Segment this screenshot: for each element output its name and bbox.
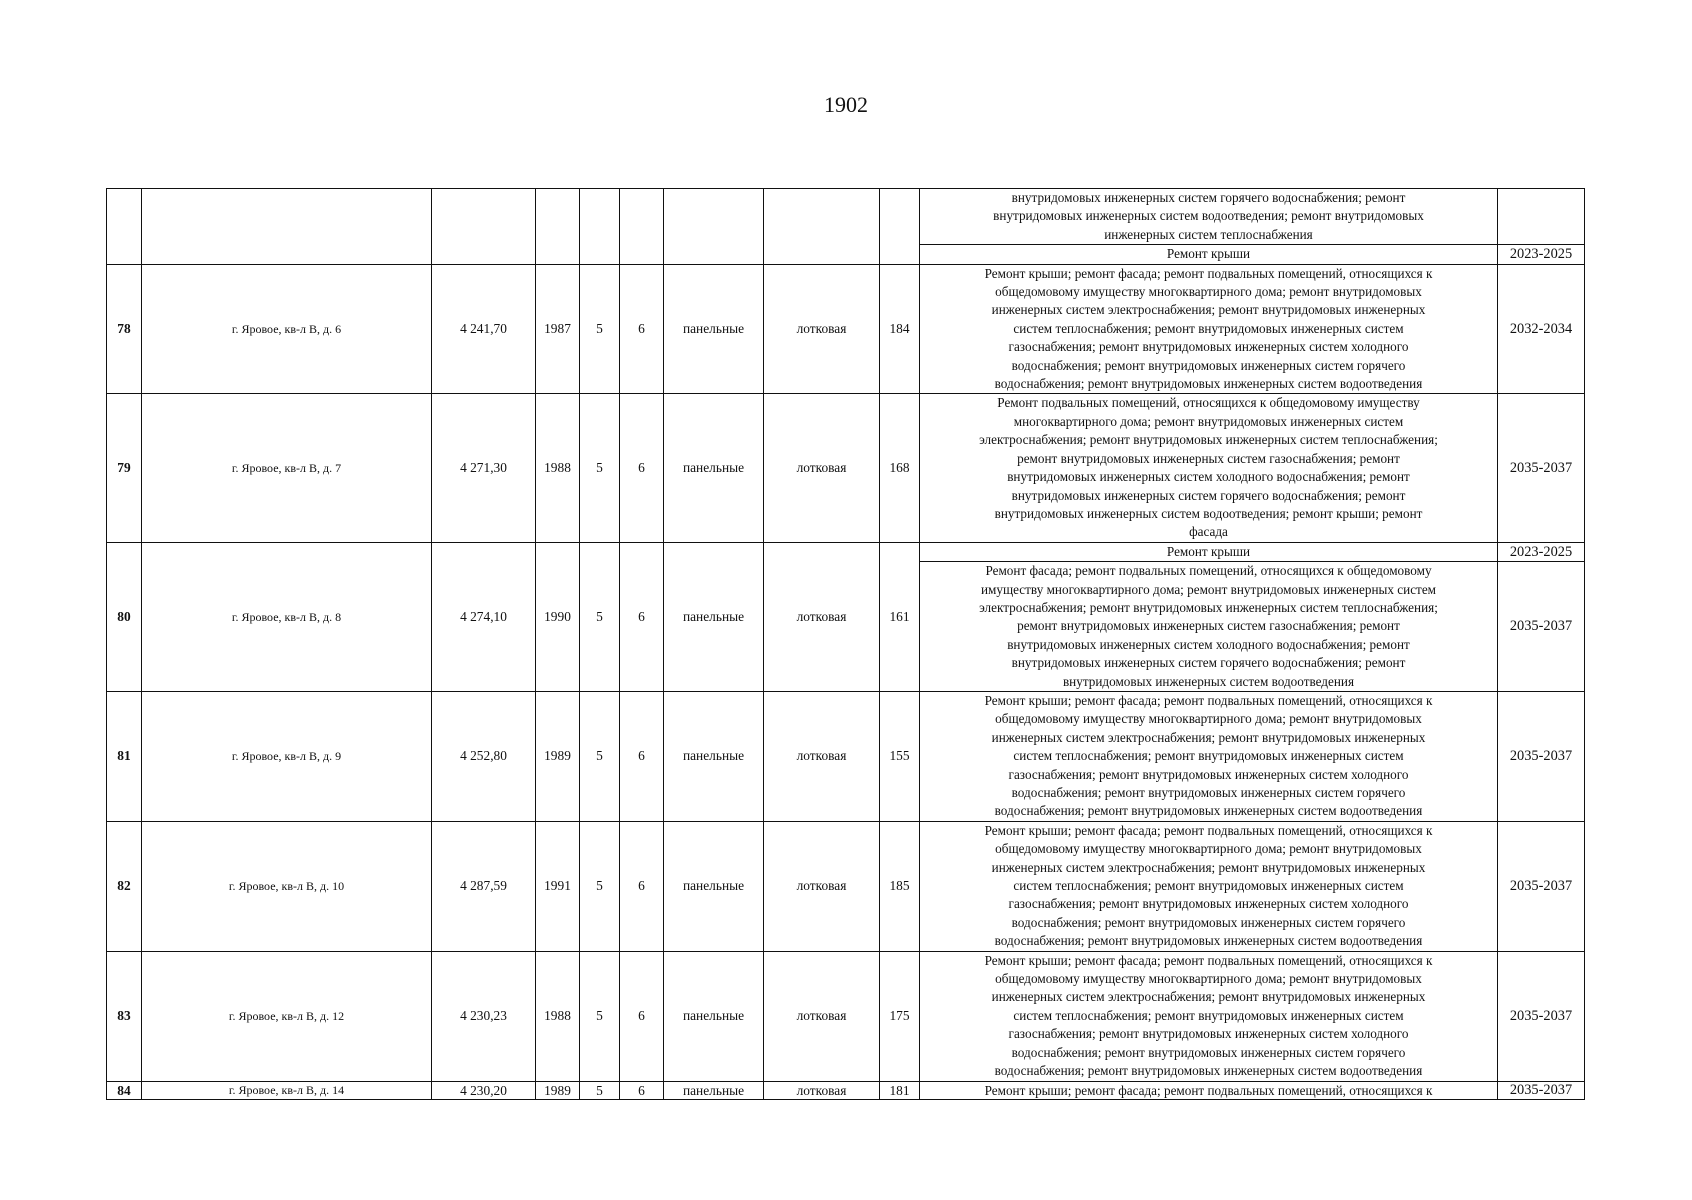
cell-roof [764, 189, 880, 265]
cell-floors: 5 [580, 394, 620, 542]
cell-area: 4 287,59 [432, 821, 536, 951]
cell-entrances: 6 [620, 394, 664, 542]
cell-roof: лотковая [764, 1081, 880, 1099]
cell-area: 4 230,20 [432, 1081, 536, 1099]
works-line: водоснабжения; ремонт внутридомовых инженерных систем водоотведения [994, 803, 1423, 819]
cell-num: 78 [107, 264, 142, 394]
cell-entrances: 6 [620, 951, 664, 1081]
cell-area: 4 274,10 [432, 542, 536, 691]
cell-num: 79 [107, 394, 142, 542]
cell-year [536, 189, 580, 265]
works-line: систем теплоснабжения; ремонт внутридомовых инженерных систем [1013, 320, 1404, 336]
works-line: Ремонт крыши; ремонт фасада; ремонт подвальных помещений, относящихся к [984, 265, 1433, 281]
cell-floors: 5 [580, 542, 620, 691]
works-line: электроснабжения; ремонт внутридомовых инженерных систем теплоснабжения; [979, 599, 1438, 615]
works-line: общедомовому имуществу многоквартирного дома; ремонт внутридомовых [995, 711, 1422, 727]
table-row [107, 394, 1585, 542]
works-line: фасада [1189, 524, 1228, 540]
cell-term: 2032-2034 [1498, 264, 1585, 394]
cell-walls: панельные [664, 542, 764, 691]
works-line: внутридомовых инженерных систем горячего водоснабжения; ремонт [1011, 655, 1406, 671]
cell-term [1498, 189, 1585, 245]
cell-residents: 168 [880, 394, 920, 542]
cell-floors: 5 [580, 264, 620, 394]
cell-works [920, 189, 1498, 245]
works-line: систем теплоснабжения; ремонт внутридомовых инженерных систем [1013, 1007, 1404, 1023]
table-row [107, 821, 1585, 951]
cell-year: 1987 [536, 264, 580, 394]
cell-address [142, 189, 432, 265]
housing-repair-table [106, 188, 1585, 1100]
table-row [107, 1081, 1585, 1099]
works-line: систем теплоснабжения; ремонт внутридомовых инженерных систем [1013, 748, 1404, 764]
works-line: инженерных систем электроснабжения; ремонт внутридомовых инженерных [991, 989, 1426, 1005]
works-line: имуществу многоквартирного дома; ремонт внутридомовых инженерных систем [980, 581, 1437, 597]
works-line: газоснабжения; ремонт внутридомовых инженерных систем холодного [1008, 1026, 1409, 1042]
works-line: Ремонт фасада; ремонт подвальных помещений, относящихся к общедомовому [985, 563, 1432, 579]
cell-num: 84 [107, 1081, 142, 1099]
cell-walls: панельные [664, 951, 764, 1081]
cell-entrances: 6 [620, 691, 664, 821]
works-line: внутридомовых инженерных систем водоотведения; ремонт крыши; ремонт [994, 505, 1423, 521]
cell-year: 1989 [536, 691, 580, 821]
works-line: Ремонт крыши; ремонт фасада; ремонт подвальных помещений, относящихся к [984, 952, 1433, 968]
cell-entrances: 6 [620, 264, 664, 394]
cell-roof: лотковая [764, 542, 880, 691]
works-line: водоснабжения; ремонт внутридомовых инженерных систем горячего [1011, 785, 1406, 800]
works-line: систем теплоснабжения; ремонт внутридомовых инженерных систем [1013, 878, 1404, 894]
cell-works [920, 951, 1498, 1081]
table-row [107, 264, 1585, 394]
cell-area: 4 241,70 [432, 264, 536, 394]
works-line: инженерных систем электроснабжения; ремонт внутридомовых инженерных [991, 859, 1426, 875]
cell-works: Ремонт крыши [920, 245, 1498, 264]
cell-num: 83 [107, 951, 142, 1081]
works-line: внутридомовых инженерных систем водоотведения [1062, 673, 1355, 689]
works-line: внутридомовых инженерных систем горячего водоснабжения; ремонт [1011, 190, 1406, 205]
cell-residents: 184 [880, 264, 920, 394]
cell-roof: лотковая [764, 394, 880, 542]
works-line: Ремонт крыши; ремонт фасада; ремонт подвальных помещений, относящихся к [984, 692, 1433, 708]
cell-term: 2035-2037 [1498, 691, 1585, 821]
cell-term: 2023-2025 [1498, 245, 1585, 264]
cell-works [920, 562, 1498, 692]
table-row [107, 542, 1585, 561]
cell-address: г. Яровое, кв-л В, д. 7 [142, 394, 432, 542]
works-line: внутридомовых инженерных систем холодного водоснабжения; ремонт [1007, 636, 1410, 652]
cell-works [920, 264, 1498, 394]
works-line: электроснабжения; ремонт внутридомовых инженерных систем теплоснабжения; [979, 432, 1438, 448]
cell-year: 1988 [536, 394, 580, 542]
cell-roof: лотковая [764, 691, 880, 821]
cell-walls [664, 189, 764, 265]
table-row [107, 691, 1585, 821]
cell-area: 4 252,80 [432, 691, 536, 821]
works-line: многоквартирного дома; ремонт внутридомовых инженерных систем [1013, 413, 1404, 429]
cell-floors: 5 [580, 821, 620, 951]
cell-roof: лотковая [764, 951, 880, 1081]
works-line: водоснабжения; ремонт внутридомовых инженерных систем водоотведения [994, 933, 1423, 949]
cell-entrances [620, 189, 664, 265]
cell-walls: панельные [664, 821, 764, 951]
cell-num: 82 [107, 821, 142, 951]
works-line: водоснабжения; ремонт внутридомовых инженерных систем водоотведения [994, 376, 1423, 392]
works-line: ремонт внутридомовых инженерных систем газоснабжения; ремонт [1017, 618, 1400, 634]
continuation-row [107, 189, 1585, 245]
cell-works [920, 691, 1498, 821]
cell-address: г. Яровое, кв-л В, д. 8 [142, 542, 432, 691]
cell-address: г. Яровое, кв-л В, д. 14 [142, 1081, 432, 1099]
cell-works [920, 394, 1498, 542]
cell-address: г. Яровое, кв-л В, д. 9 [142, 691, 432, 821]
cell-roof: лотковая [764, 821, 880, 951]
cell-address: г. Яровое, кв-л В, д. 10 [142, 821, 432, 951]
cell-area: 4 230,23 [432, 951, 536, 1081]
page-number: 1902 [824, 92, 868, 117]
cell-floors [580, 189, 620, 265]
cell-works: Ремонт крыши [920, 542, 1498, 561]
cell-address: г. Яровое, кв-л В, д. 6 [142, 264, 432, 394]
cell-residents: 175 [880, 951, 920, 1081]
table-body [107, 189, 1585, 1100]
cell-residents: 161 [880, 542, 920, 691]
cell-term: 2035-2037 [1498, 394, 1585, 542]
works-line: внутридомовых инженерных систем холодного водоснабжения; ремонт [1007, 469, 1410, 485]
works-line: водоснабжения; ремонт внутридомовых инженерных систем горячего [1011, 357, 1406, 373]
cell-entrances: 6 [620, 821, 664, 951]
cell-term: 2035-2037 [1498, 562, 1585, 692]
works-line: газоснабжения; ремонт внутридомовых инженерных систем холодного [1008, 766, 1409, 782]
works-line: Ремонт крыши; ремонт фасада; ремонт подвальных помещений, относящихся к [984, 822, 1433, 838]
cell-num: 81 [107, 691, 142, 821]
cell-entrances: 6 [620, 1081, 664, 1099]
works-line: инженерных систем электроснабжения; ремонт внутридомовых инженерных [991, 302, 1426, 318]
cell-floors: 5 [580, 691, 620, 821]
cell-num [107, 189, 142, 265]
cell-term: 2035-2037 [1498, 821, 1585, 951]
cell-floors: 5 [580, 951, 620, 1081]
works-line: общедомовому имуществу многоквартирного дома; ремонт внутридомовых [995, 971, 1422, 987]
cell-year: 1990 [536, 542, 580, 691]
cell-walls: панельные [664, 1081, 764, 1099]
works-line: внутридомовых инженерных систем водоотведения; ремонт внутридомовых [993, 208, 1424, 224]
cell-num: 80 [107, 542, 142, 691]
works-line: водоснабжения; ремонт внутридомовых инженерных систем горячего [1011, 1044, 1406, 1060]
works-line: инженерных систем теплоснабжения [1104, 226, 1313, 242]
cell-year: 1988 [536, 951, 580, 1081]
cell-works [920, 821, 1498, 951]
cell-term: 2035-2037 [1498, 951, 1585, 1081]
cell-year: 1989 [536, 1081, 580, 1099]
works-line: водоснабжения; ремонт внутридомовых инженерных систем водоотведения [994, 1063, 1423, 1079]
cell-residents [880, 189, 920, 265]
works-line: Ремонт подвальных помещений, относящихся к общедомовому имуществу [997, 395, 1420, 411]
cell-residents: 155 [880, 691, 920, 821]
cell-residents: 185 [880, 821, 920, 951]
works-line: ремонт внутридомовых инженерных систем газоснабжения; ремонт [1017, 450, 1400, 466]
cell-year: 1991 [536, 821, 580, 951]
cell-area [432, 189, 536, 265]
works-line: внутридомовых инженерных систем горячего водоснабжения; ремонт [1011, 487, 1406, 503]
cell-floors: 5 [580, 1081, 620, 1099]
cell-term: 2035-2037 [1498, 1081, 1585, 1099]
cell-walls: панельные [664, 394, 764, 542]
works-line: газоснабжения; ремонт внутридомовых инженерных систем холодного [1008, 896, 1409, 912]
works-line: инженерных систем электроснабжения; ремонт внутридомовых инженерных [991, 729, 1426, 745]
cell-walls: панельные [664, 691, 764, 821]
cell-term: 2023-2025 [1498, 542, 1585, 561]
works-line: газоснабжения; ремонт внутридомовых инженерных систем холодного [1008, 339, 1409, 355]
cell-works [920, 1081, 1498, 1099]
works-line: общедомовому имуществу многоквартирного дома; ремонт внутридомовых [995, 841, 1422, 857]
cell-roof: лотковая [764, 264, 880, 394]
cell-walls: панельные [664, 264, 764, 394]
works-line: водоснабжения; ремонт внутридомовых инженерных систем горячего [1011, 914, 1406, 930]
cell-address: г. Яровое, кв-л В, д. 12 [142, 951, 432, 1081]
works-line: Ремонт крыши; ремонт фасада; ремонт подвальных помещений, относящихся к [984, 1082, 1433, 1098]
works-line: общедомовому имуществу многоквартирного дома; ремонт внутридомовых [995, 284, 1422, 300]
cell-area: 4 271,30 [432, 394, 536, 542]
cell-entrances: 6 [620, 542, 664, 691]
cell-residents: 181 [880, 1081, 920, 1099]
table-row [107, 951, 1585, 1081]
